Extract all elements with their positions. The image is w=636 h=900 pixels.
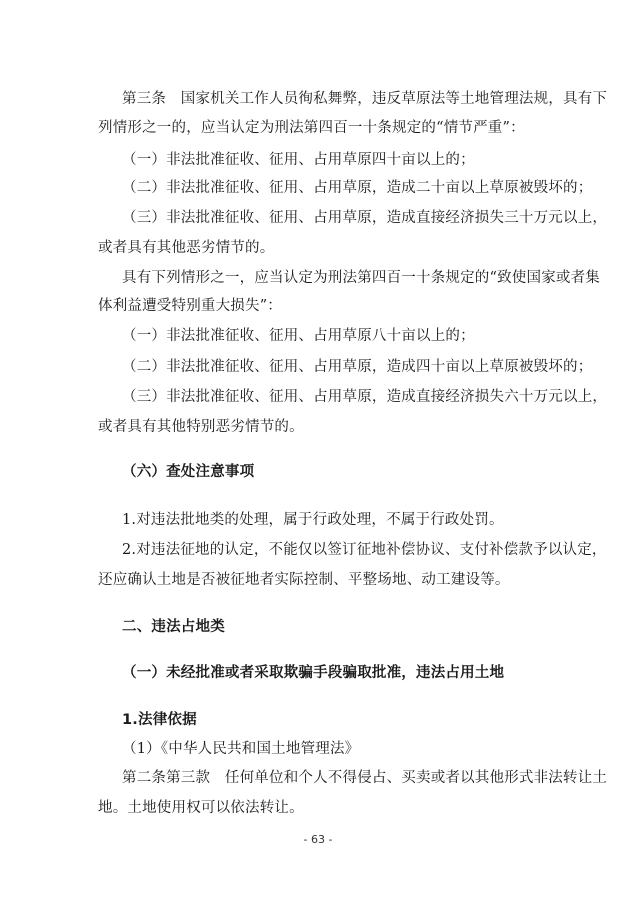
note-2-continuation: 还应确认土地是否被征地者实际控制、平整场地、动工建设等。 — [98, 572, 510, 588]
page-number: - 63 - — [303, 833, 333, 846]
law-reference: （1）《中华人民共和国土地管理法》 — [122, 741, 360, 757]
article-2-clause-3: 第二条第三款 任何单位和个人不得侵占、买卖或者以其他形式非法转让土 — [122, 770, 608, 786]
article-3-continuation: 列情形之一的，应当认定为刑法第四百一十条规定的“情节严重”： — [98, 120, 525, 136]
section-heading-notes: （六）查处注意事项 — [122, 464, 255, 480]
subsection-heading-unapproved-occupation: （一）未经批准或者采取欺骗手段骗取批准，违法占用土地 — [122, 665, 505, 681]
major-item-1: （一）非法批准征收、征用、占用草原八十亩以上的； — [122, 328, 475, 344]
major-item-3: （三）非法批准征收、征用、占用草原，造成直接经济损失六十万元以上， — [122, 389, 608, 405]
note-2: 2.对违法征地的认定，不能仅以签订征地补偿协议、支付补偿款予以认定， — [122, 542, 607, 558]
legal-basis-heading: 1.法律依据 — [122, 712, 197, 728]
major-item-3-continuation: 或者具有其他特别恶劣情节的。 — [98, 419, 304, 435]
chapter-heading-illegal-occupation: 二、违法占地类 — [122, 619, 225, 635]
serious-item-3: （三）非法批准征收、征用、占用草原，造成直接经济损失三十万元以上， — [122, 210, 608, 226]
note-1: 1.对违法批地类的处理，属于行政处理，不属于行政处罚。 — [122, 512, 504, 528]
article-3-heading: 第三条 国家机关工作人员徇私舞弊，违反草原法等土地管理法规，具有下 — [122, 91, 608, 107]
major-loss-continuation: 体利益遭受特别重大损失”： — [98, 298, 283, 314]
serious-item-3-continuation: 或者具有其他恶劣情节的。 — [98, 240, 275, 256]
article-2-clause-3-continuation: 地。土地使用权可以依法转让。 — [98, 800, 304, 816]
major-loss-paragraph: 具有下列情形之一，应当认定为刑法第四百一十条规定的“致使国家或者集 — [122, 270, 601, 286]
serious-item-2: （二）非法批准征收、征用、占用草原，造成二十亩以上草原被毁坏的； — [122, 180, 593, 196]
serious-item-1: （一）非法批准征收、征用、占用草原四十亩以上的； — [122, 152, 475, 168]
major-item-2: （二）非法批准征收、征用、占用草原，造成四十亩以上草原被毁坏的； — [122, 359, 593, 375]
